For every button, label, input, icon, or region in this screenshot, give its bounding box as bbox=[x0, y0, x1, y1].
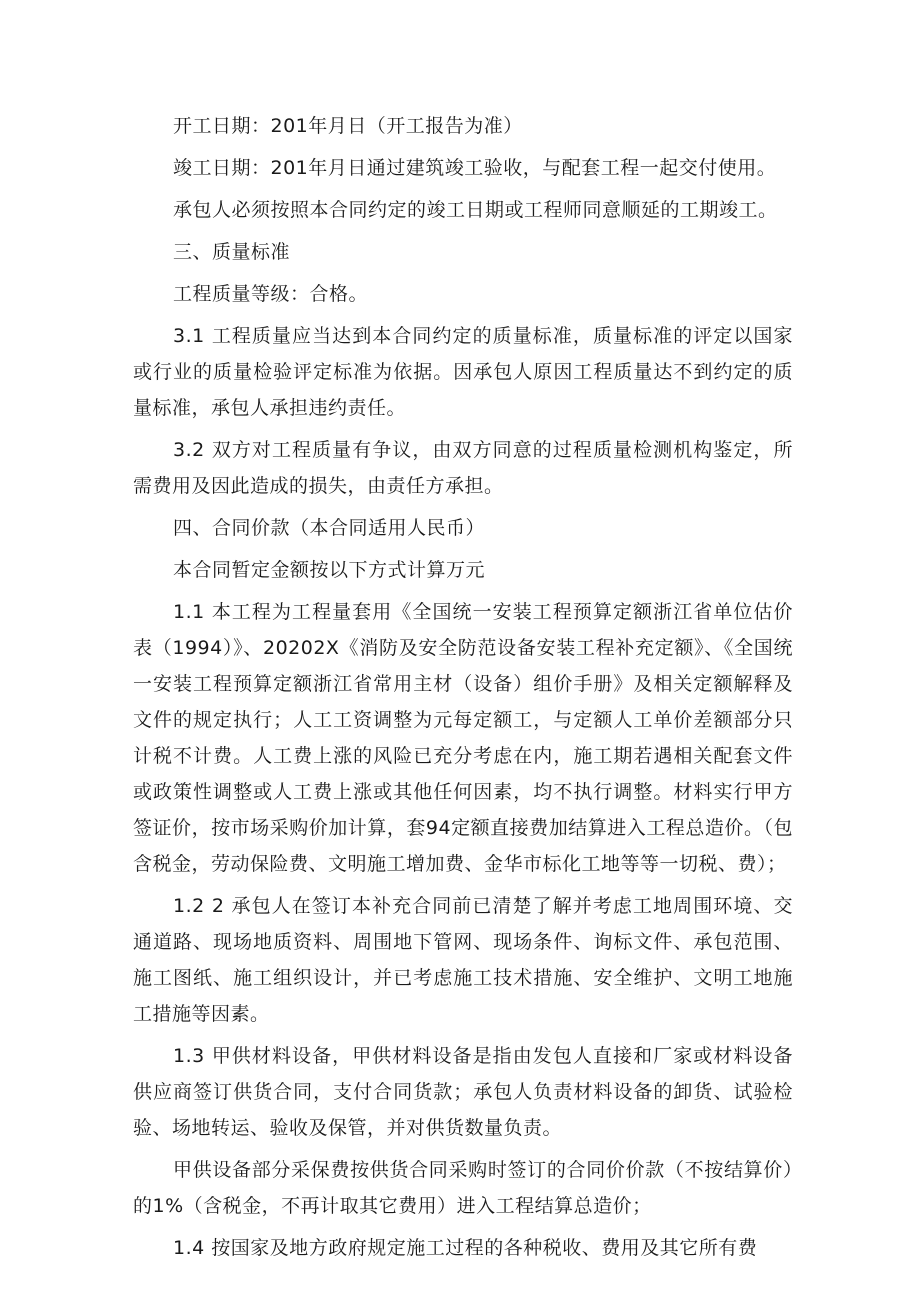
section-heading-quality: 三、质量标准 bbox=[173, 241, 291, 263]
clause-3-2: 3.2 双方对工程质量有争议，由双方同意的过程质量检测机构鉴定，所需费用及因此造成的损失，由责任方承担。 bbox=[133, 439, 793, 497]
completion-date-line: 竣工日期：201年月日通过建筑竣工验收，与配套工程一起交付使用。 bbox=[173, 157, 777, 179]
section-heading-price: 四、合同价款（本合同适用人民币） bbox=[173, 517, 486, 539]
start-date-line: 开工日期：201年月日（开工报告为准） bbox=[173, 115, 523, 137]
clause-1-4: 1.4 按国家及地方政府规定施工过程的各种税收、费用及其它所有费 bbox=[173, 1237, 758, 1259]
supplied-equipment-fee-line: 甲供设备部分采保费按供货合同采购时签订的合同价价款（不按结算价）的1%（含税金，不再计取其它费用）进入工程结算总造价； bbox=[133, 1159, 793, 1217]
document-body bbox=[133, 108, 793, 1266]
clause-1-3: 1.3 甲供材料设备，甲供材料设备是指由发包人直接和厂家或材料设备供应商签订供货合同，支付合同货款；承包人负责材料设备的卸货、试验检验、场地转运、验收及保管，并对供货数量负责。 bbox=[133, 1045, 793, 1139]
completion-obligation-line: 承包人必须按照本合同约定的竣工日期或工程师同意顺延的工期竣工。 bbox=[173, 199, 778, 221]
quality-grade-line: 工程质量等级：合格。 bbox=[173, 283, 369, 305]
clause-3-1: 3.1 工程质量应当达到本合同约定的质量标准，质量标准的评定以国家或行业的质量检验评定标准为依据。因承包人原因工程质量达不到约定的质量标准，承包人承担违约责任。 bbox=[133, 325, 793, 419]
price-calculation-line: 本合同暂定金额按以下方式计算万元 bbox=[173, 559, 486, 581]
clause-1-1: 1.1 本工程为工程量套用《全国统一安装工程预算定额浙江省单位估价表（1994）》、20202X《消防及安全防范设备安装工程补充定额》、《全国统一安装工程预算定额浙江省常用主材（设备）组价手册》及相关定额解释及文件的规定执行；人工工资调整为元每定额工，与定额人工单价差额部分只计税不计费。人工费上涨的风险已充分考虑在内，施工期若遇相关配套文件或政策性调整或人工费上涨或其他任何因素，均不执行调整。材料实行甲方签证价，按市场采购价加计算，套94定额直接费加结算进入工程总造价。（包含税金，劳动保险费、文明施工增加费、金华市标化工地等等一切税、费）； bbox=[133, 601, 793, 875]
clause-1-2: 1.2 2 承包人在签订本补充合同前已清楚了解并考虑工地周围环境、交通道路、现场地质资料、周围地下管网、现场条件、询标文件、承包范围、施工图纸、施工组织设计，并已考虑施工技术措施、安全维护、文明工地施工措施等因素。 bbox=[133, 895, 793, 1025]
